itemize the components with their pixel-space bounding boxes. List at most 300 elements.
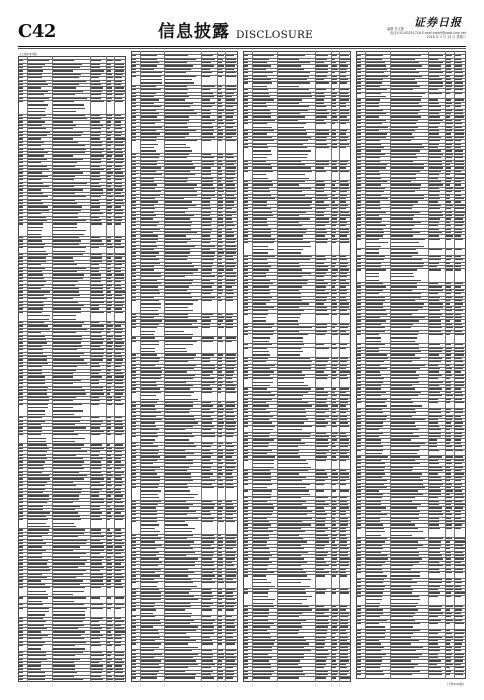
table-cell-text: [28, 87, 42, 88]
table-cell-text: [366, 388, 381, 389]
table-cell-text: [332, 137, 337, 138]
table-cell-text: [253, 494, 271, 495]
table-cell-text: [446, 392, 451, 393]
table-cell-text: [278, 558, 305, 559]
table-cell-text: [53, 312, 81, 313]
table-cell-text: [391, 348, 419, 349]
table-cell-text: [132, 371, 136, 372]
table-cell-text: [455, 144, 462, 145]
table-cell-text: [366, 127, 388, 128]
table-cell-text: [244, 137, 248, 138]
table-cell-text: [107, 183, 112, 184]
table-cell-text: [226, 65, 235, 66]
table-cell-text: [165, 167, 196, 168]
table-cell-text: [357, 178, 361, 179]
table-cell-text: [429, 450, 439, 451]
table-cell-text: [366, 252, 379, 253]
table-cell-text: [455, 613, 461, 614]
table-cell-text: [19, 115, 23, 116]
table-cell-text: [357, 59, 361, 60]
table-cell-text: [253, 246, 268, 247]
table-cell-text: [141, 456, 160, 457]
table-cell-text: [19, 608, 23, 609]
table-cell-text: [446, 494, 451, 495]
table-cell-text: [332, 212, 338, 213]
table-cell-text: [115, 455, 122, 456]
table-cell-text: [278, 235, 303, 236]
table-cell-text: [244, 677, 248, 678]
table-cell-text: [357, 127, 361, 128]
table-cell-text: [218, 116, 222, 117]
table-cell-text: [28, 472, 42, 473]
table-cell-text: [340, 161, 348, 162]
table-cell-text: [278, 314, 302, 315]
table-cell-text: [19, 448, 23, 449]
table-cell-text: [357, 518, 361, 519]
table-cell-text: [455, 212, 465, 213]
table-cell-text: [132, 575, 136, 576]
table-cell-text: [141, 69, 154, 70]
table-cell-text: [446, 320, 450, 321]
table-cell-text: [357, 460, 361, 461]
table-cell-text: [202, 133, 213, 134]
table-cell-text: [357, 93, 361, 94]
table-cell-text: [218, 664, 223, 665]
table-cell-text: [165, 586, 197, 587]
table-cell-text: [91, 370, 101, 371]
table-cell-text: [132, 99, 136, 100]
table-cell-text: [332, 473, 338, 474]
table-cell-text: [165, 467, 189, 468]
table-cell-text: [115, 257, 122, 258]
table-cell-text: [165, 86, 187, 87]
table-cell-text: [53, 142, 78, 143]
table-cell-text: [28, 421, 46, 422]
table-cell-text: [107, 652, 113, 653]
table-cell-text: [19, 635, 23, 636]
table-cell-text: [316, 422, 328, 423]
table-cell-text: [455, 76, 463, 77]
table-cell-text: [366, 637, 385, 638]
table-cell-text: [165, 103, 193, 104]
table-cell-text: [165, 314, 188, 315]
table-cell-text: [332, 416, 338, 417]
table-cell-text: [391, 501, 413, 502]
table-cell-text: [107, 533, 112, 534]
table-cell-text: [357, 150, 361, 151]
table-cell-text: [446, 127, 453, 128]
table-cell-text: [53, 506, 80, 507]
table-cell-text: [316, 303, 324, 304]
table-cell-text: [91, 495, 100, 496]
table-cell-text: [366, 167, 386, 168]
table-cell-text: [28, 295, 45, 296]
table-cell-text: [357, 392, 361, 393]
table-cell-text: [332, 511, 337, 512]
table-cell-text: [91, 329, 105, 330]
table-cell-text: [141, 609, 156, 610]
table-cell-text: [455, 205, 465, 206]
table-cell-text: [53, 115, 85, 116]
table-cell-text: [91, 240, 102, 241]
table-cell-text: [446, 439, 451, 440]
table-cell-text: [332, 375, 338, 376]
table-cell-text: [278, 222, 300, 223]
table-cell-text: [202, 286, 213, 287]
table-cell-text: [244, 229, 248, 230]
table-cell-text: [429, 501, 439, 502]
table-cell-text: [19, 217, 23, 218]
table-cell-text: [278, 280, 309, 281]
table-cell-text: [91, 567, 104, 568]
table-cell-text: [332, 433, 338, 434]
table-cell-text: [357, 290, 361, 291]
table-cell-text: [141, 93, 156, 94]
table-cell-text: [141, 103, 154, 104]
table-cell-text: [107, 302, 112, 303]
table-cell-text: [429, 314, 442, 315]
table-cell-text: [91, 478, 105, 479]
table-cell-text: [391, 592, 413, 593]
table-cell-text: [253, 59, 269, 60]
table-cell-text: [132, 569, 136, 570]
table-cell-text: [429, 467, 442, 468]
table-cell-text: [141, 99, 159, 100]
table-cell-text: [316, 286, 326, 287]
table-cell-text: [391, 161, 414, 162]
table-cell-text: [226, 569, 236, 570]
table-cell-text: [366, 286, 386, 287]
table-cell-text: [455, 239, 463, 240]
table-cell-text: [455, 137, 464, 138]
table-cell-text: [253, 541, 268, 542]
table-cell-text: [455, 348, 464, 349]
table-cell-text: [446, 167, 451, 168]
table-cell-text: [446, 222, 451, 223]
table-cell-text: [132, 229, 136, 230]
table-cell-text: [429, 354, 439, 355]
table-cell-text: [202, 637, 211, 638]
table-cell-text: [202, 297, 215, 298]
table-cell-text: [226, 290, 233, 291]
table-cell-text: [53, 342, 81, 343]
table-cell-text: [253, 603, 273, 604]
table-cell-text: [366, 477, 382, 478]
table-cell-text: [340, 524, 348, 525]
table-cell-text: [366, 484, 385, 485]
table-cell-text: [202, 65, 215, 66]
table-cell-text: [226, 382, 233, 383]
table-cell-text: [340, 116, 347, 117]
table-cell-text: [278, 116, 305, 117]
table-cell-text: [132, 456, 136, 457]
table-cell-text: [366, 324, 381, 325]
table-cell-text: [165, 69, 191, 70]
table-cell-text: [165, 120, 189, 121]
table-cell-text: [357, 388, 361, 389]
table-cell-text: [332, 660, 336, 661]
table-cell-text: [244, 443, 248, 444]
table-cell-text: [115, 380, 123, 381]
table-cell-text: [165, 511, 196, 512]
table-cell-text: [91, 635, 103, 636]
table-cell-text: [316, 569, 324, 570]
table-cell-text: [278, 433, 312, 434]
table-cell-text: [115, 448, 124, 449]
table-cell-text: [202, 388, 212, 389]
table-cell-text: [278, 664, 298, 665]
table-cell-text: [446, 456, 453, 457]
table-cell-text: [340, 575, 347, 576]
table-cell-text: [28, 478, 50, 479]
table-cell-text: [53, 234, 84, 235]
table-cell-text: [165, 235, 187, 236]
table-cell-text: [53, 125, 77, 126]
table-cell-text: [91, 363, 99, 364]
table-cell-text: [316, 263, 324, 264]
masthead-meta: [316, 27, 466, 39]
table-cell-text: [115, 461, 121, 462]
table-cell-text: [278, 467, 311, 468]
table-cell-text: [132, 212, 136, 213]
table-cell-text: [202, 263, 213, 264]
table-cell-text: [132, 133, 136, 134]
table-cell-text: [391, 93, 425, 94]
table-cell-text: [340, 484, 346, 485]
table-cell-text: [202, 477, 210, 478]
table-cell-text: [357, 545, 361, 546]
table-cell-text: [115, 295, 122, 296]
table-cell-text: [253, 501, 267, 502]
table-cell-text: [332, 69, 338, 70]
table-cell-text: [316, 613, 324, 614]
table-cell-text: [218, 660, 222, 661]
table-cell-text: [340, 324, 350, 325]
table-cell-text: [244, 93, 248, 94]
table-cell-text: [115, 529, 121, 530]
table-cell-text: [226, 201, 234, 202]
table-cell-text: [332, 365, 337, 366]
table-cell-text: [332, 677, 336, 678]
table-cell-text: [244, 120, 248, 121]
table-cell-text: [455, 324, 462, 325]
table-cell-text: [91, 217, 99, 218]
table-cell-text: [332, 613, 338, 614]
table-cell-text: [340, 609, 346, 610]
table-cell-text: [53, 217, 78, 218]
table-cell-text: [202, 592, 212, 593]
table-cell-text: [244, 280, 248, 281]
table-cell-text: [357, 239, 361, 240]
table-cell-text: [202, 205, 210, 206]
table-cell-text: [244, 235, 248, 236]
table-cell-text: [115, 70, 124, 71]
table-cell-text: [28, 540, 44, 541]
table-cell-text: [19, 665, 23, 666]
table-cell-text: [316, 280, 324, 281]
table-cell-text: [332, 303, 337, 304]
table-cell-text: [91, 529, 101, 530]
table-cell-text: [19, 278, 23, 279]
table-cell-text: [226, 579, 233, 580]
table-cell-text: [165, 637, 190, 638]
table-cell-text: [332, 558, 338, 559]
table-cell-text: [316, 620, 328, 621]
table-cell-text: [165, 195, 197, 196]
table-cell-text: [141, 626, 154, 627]
table-cell-text: [429, 59, 438, 60]
table-cell-text: [141, 382, 156, 383]
table-cell-text: [429, 409, 441, 410]
table-cell-text: [91, 550, 104, 551]
table-cell-text: [115, 516, 124, 517]
table-cell-text: [244, 654, 248, 655]
table-cell-text: [366, 133, 387, 134]
table-cell-text: [253, 150, 271, 151]
table-cell-text: [253, 371, 274, 372]
table-cell-text: [455, 501, 462, 502]
table-cell-text: [19, 642, 23, 643]
table-cell-text: [429, 144, 439, 145]
table-cell-text: [202, 426, 214, 427]
table-cell-text: [357, 630, 361, 631]
table-cell-text: [218, 239, 222, 240]
table-cell-text: [316, 592, 325, 593]
table-cell-text: [391, 303, 424, 304]
table-cell-text: [357, 524, 361, 525]
table-cell-text: [357, 365, 361, 366]
table-cell-text: [446, 171, 452, 172]
table-cell-text: [165, 256, 188, 257]
table-cell-text: [429, 178, 439, 179]
table-cell-text: [19, 155, 23, 156]
table-cell-text: [244, 263, 248, 264]
table-cell-text: [107, 387, 111, 388]
table-cell-text: [28, 444, 48, 445]
table-cell-text: [429, 69, 441, 70]
table-cell-text: [19, 295, 23, 296]
table-cell-text: [391, 575, 420, 576]
table-cell-text: [253, 331, 274, 332]
table-cell-text: [107, 189, 113, 190]
table-cell-text: [340, 263, 348, 264]
table-cell-text: [19, 172, 23, 173]
table-cell-text: [19, 91, 23, 92]
table-cell-text: [357, 314, 361, 315]
table-cell-text: [91, 444, 103, 445]
table-cell-text: [53, 261, 74, 262]
table-cell-text: [429, 195, 439, 196]
table-cell-text: [132, 518, 136, 519]
table-cell-text: [357, 235, 361, 236]
table-cell-text: [340, 620, 349, 621]
table-cell-text: [218, 609, 222, 610]
table-cell-text: [278, 630, 300, 631]
table-cell-text: [332, 116, 337, 117]
table-cell-text: [429, 188, 440, 189]
table-cell-text: [244, 239, 248, 240]
table-cell-text: [226, 171, 235, 172]
table-cell-text: [316, 314, 329, 315]
table-cell-text: [132, 643, 136, 644]
table-cell-text: [53, 363, 87, 364]
table-cell-text: [141, 399, 160, 400]
table-cell-text: [165, 154, 189, 155]
table-cell-text: [141, 473, 157, 474]
table-cell-text: [165, 286, 189, 287]
table-cell-text: [107, 346, 112, 347]
table-cell-text: [446, 161, 452, 162]
table-cell-text: [115, 346, 122, 347]
table-cell-text: [455, 422, 463, 423]
table-cell-text: [391, 229, 413, 230]
table-cell-text: [446, 416, 453, 417]
table-cell-text: [91, 506, 100, 507]
table-cell-text: [391, 69, 416, 70]
table-cell-text: [366, 562, 385, 563]
table-cell-text: [253, 660, 269, 661]
table-cell-text: [340, 120, 349, 121]
table-cell-text: [19, 291, 23, 292]
table-cell-text: [91, 659, 103, 660]
table-cell-text: [366, 609, 384, 610]
table-cell-text: [165, 392, 194, 393]
table-cell-text: [278, 133, 307, 134]
table-cell-text: [226, 460, 234, 461]
table-cell-text: [165, 297, 192, 298]
table-cell-text: [107, 608, 111, 609]
table-cell-text: [253, 524, 271, 525]
table-cell-text: [91, 291, 103, 292]
table-cell-text: [202, 354, 214, 355]
table-cell-text: [340, 518, 348, 519]
table-cell-text: [53, 567, 79, 568]
table-cell-text: [91, 64, 100, 65]
table-cell-text: [316, 212, 324, 213]
table-cell-text: [226, 222, 233, 223]
table-cell-text: [455, 290, 464, 291]
table-cell-text: [391, 171, 420, 172]
table-cell-text: [332, 507, 336, 508]
table-cell-text: [28, 81, 46, 82]
masthead: [18, 16, 466, 46]
table-cell-text: [218, 154, 224, 155]
table-cell-text: [357, 303, 361, 304]
table-cell-text: [278, 229, 307, 230]
table-cell-text: [132, 541, 136, 542]
table-cell-text: [340, 167, 346, 168]
table-cell-text: [218, 184, 223, 185]
table-cell-text: [202, 392, 212, 393]
table-cell-text: [253, 337, 271, 338]
table-cell-text: [141, 358, 160, 359]
table-cell-text: [446, 314, 453, 315]
table-cell-text: [53, 291, 79, 292]
table-cell-text: [28, 506, 44, 507]
table-cell-text: [202, 467, 211, 468]
table-cell-text: [253, 579, 267, 580]
table-cell-text: [391, 280, 421, 281]
table-cell-text: [226, 205, 234, 206]
table-cell-text: [218, 405, 223, 406]
table-cell-text: [366, 422, 384, 423]
table-cell-text: [115, 499, 121, 500]
table-cell-text: [366, 297, 385, 298]
table-cell-text: [391, 297, 421, 298]
table-cell-text: [316, 524, 325, 525]
table-cell-text: [202, 120, 216, 121]
table-cell-text: [455, 218, 463, 219]
